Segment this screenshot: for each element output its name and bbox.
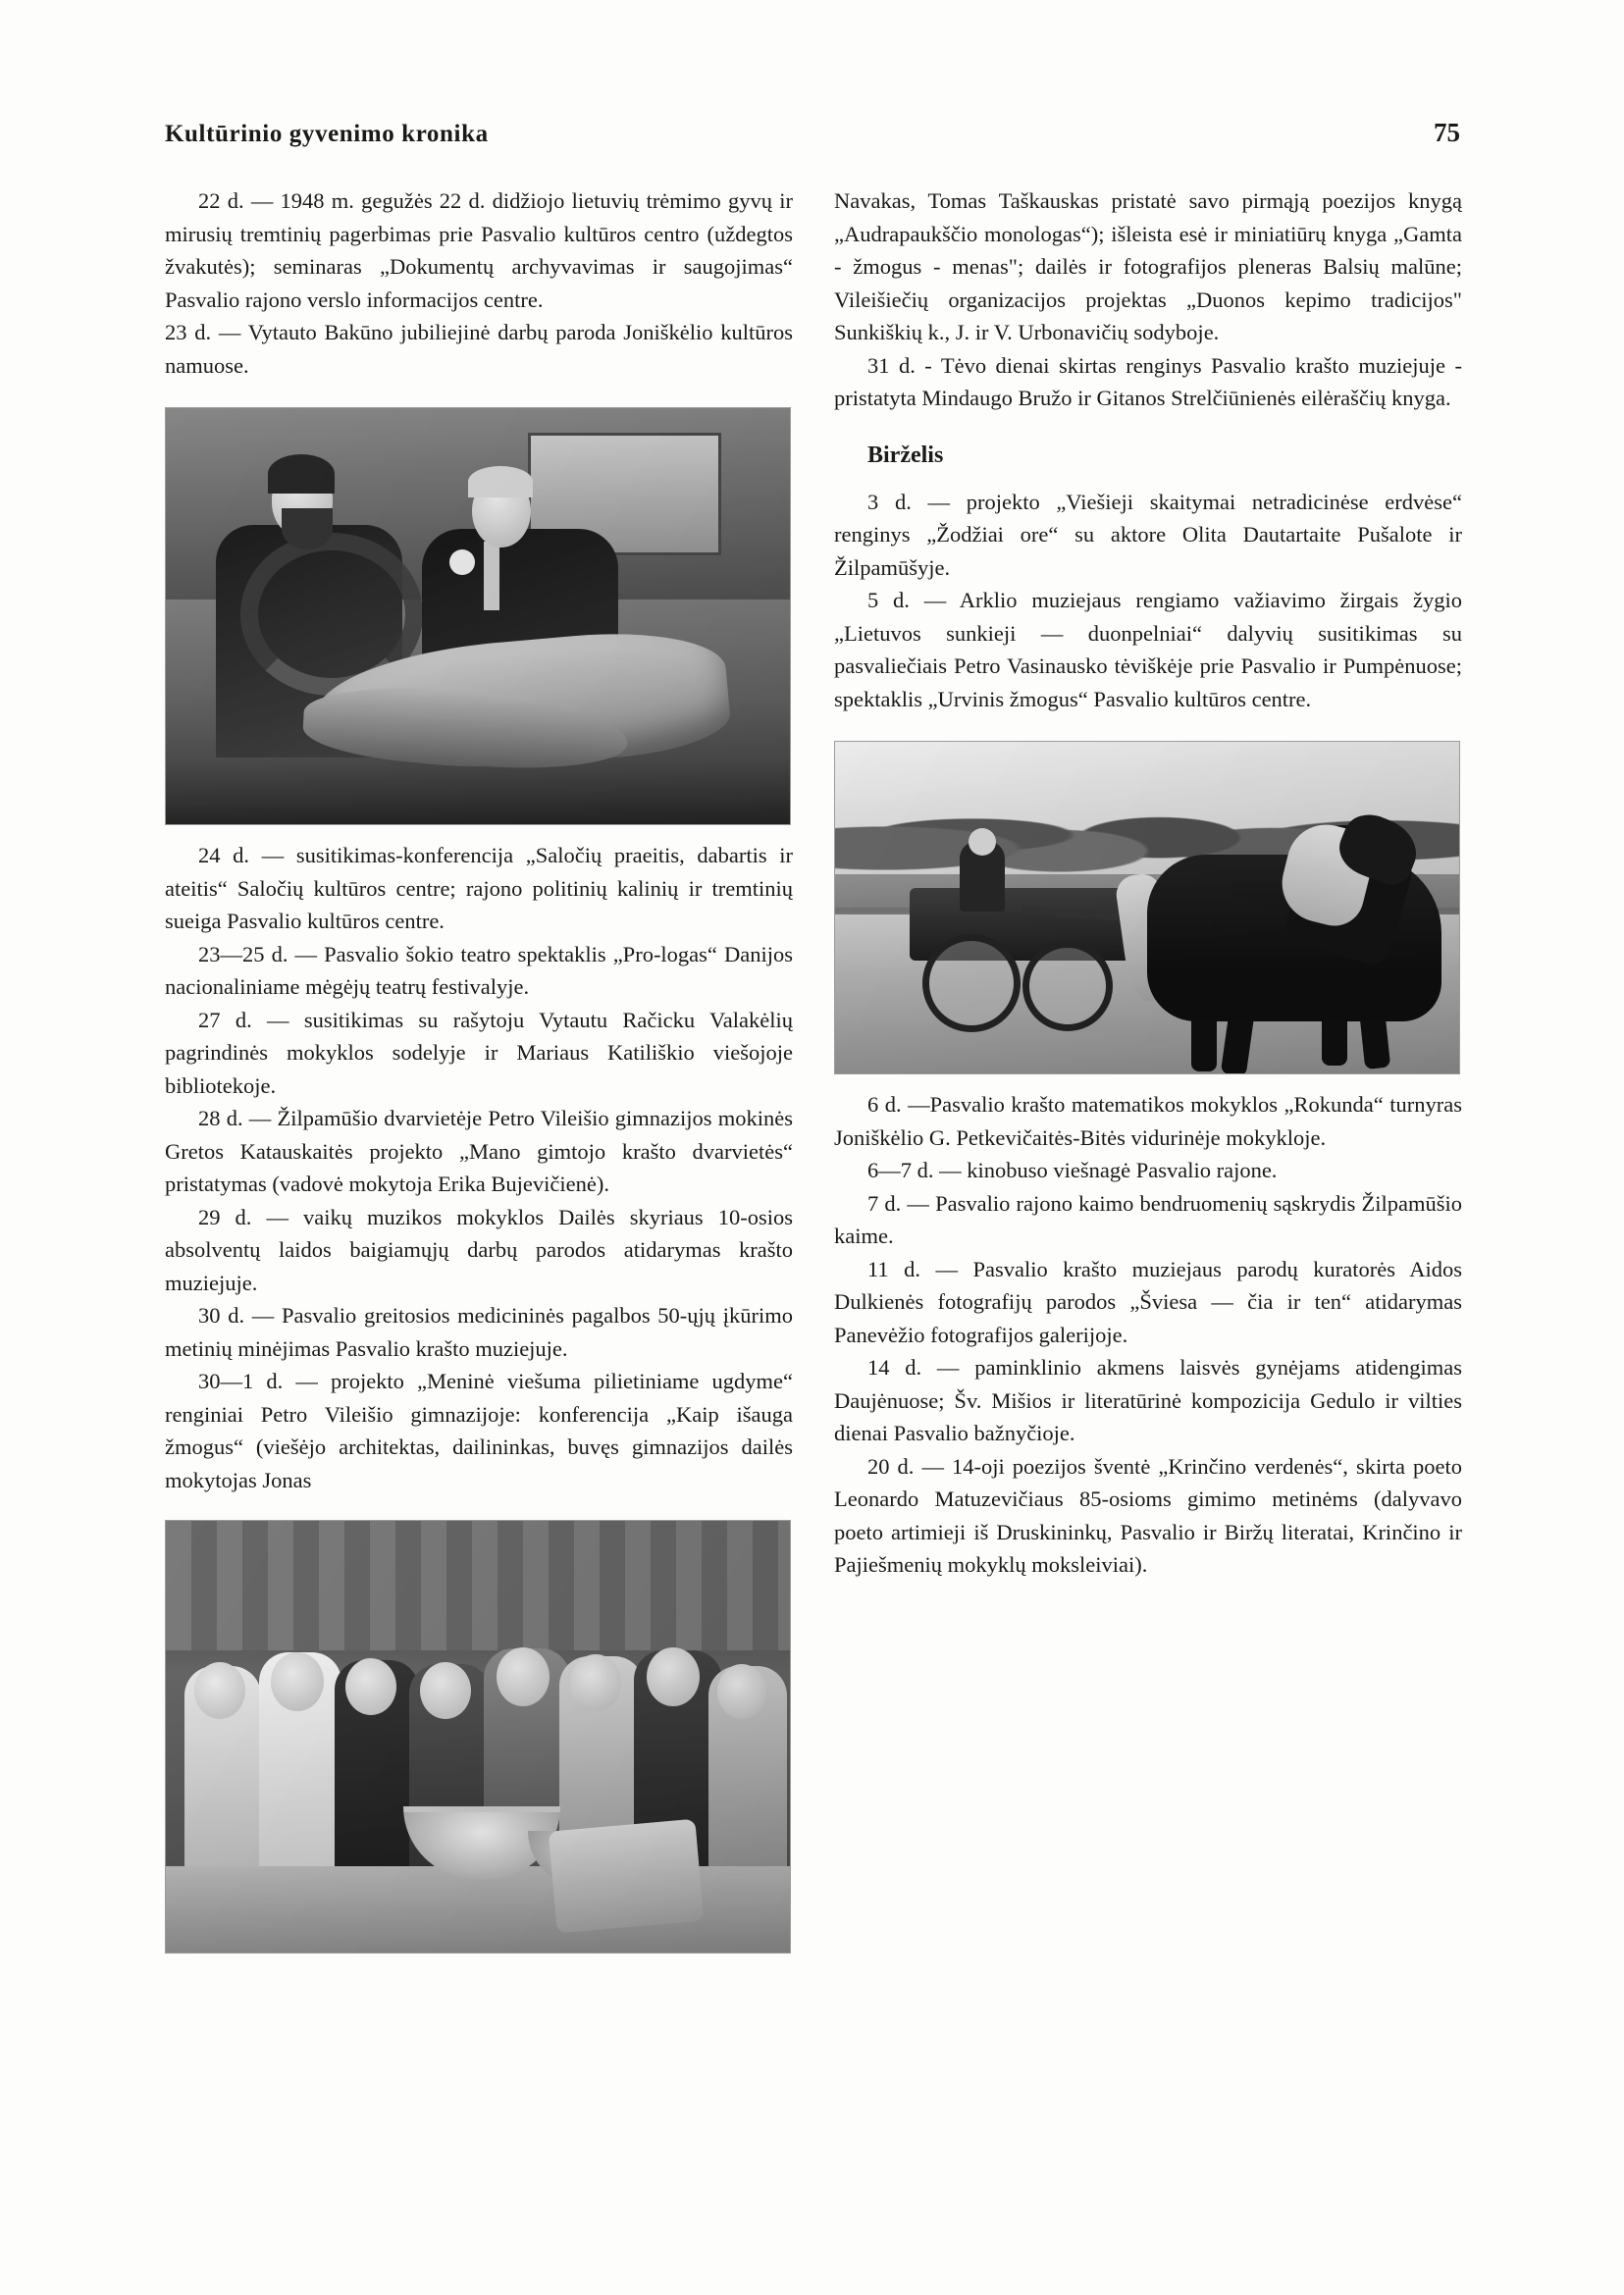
paragraph: 22 d. — 1948 m. gegužės 22 d. didžiojo lietuvių trėmimo gyvų ir mirusių tremtinių pagerbimas prie Pasvalio kultūros centro (uždegtos žvakutės); seminaras „Dokumentų archyvavimas ir saugojimas“ Pasvalio rajono verslo informacijos centre.	[165, 188, 793, 312]
page-header	[165, 118, 1460, 148]
paragraph: 23 d. — Vytauto Bakūno jubiliejinė darbų paroda Joniškėlio kultūros namuose.	[165, 320, 793, 378]
paragraph: 3 d. — projekto „Viešieji skaitymai netradicinėse erdvėse“ renginys „Žodžiai ore“ su aktore Olita Dautartaite Pušalote ir Žilpamūšyje.	[834, 489, 1462, 580]
paragraph: 6 d. —Pasvalio krašto matematikos mokyklos „Rokunda“ turnyras Joniškėlio G. Petkevičaitės-Bitės vidurinėje mokykloje.	[834, 1092, 1462, 1150]
paragraph: 24 d. — susitikimas-konferencija „Saločių praeitis, dabartis ir ateitis“ Saločių kultūros centre; rajono politinių kalinių ir tremtinių sueiga Pasvalio kultūros centre.	[165, 843, 793, 933]
section-heading-birzelis: Birželis	[867, 442, 944, 468]
paragraph: 6—7 d. — kinobuso viešnagė Pasvalio rajone.	[867, 1158, 1278, 1182]
paragraph: Navakas, Tomas Taškauskas pristatė savo pirmąją poezijos knygą „Audrapaukščio monologas“); išleista esė ir miniatiūrų knyga „Gamta - žmogus - menas"; dailės ir fotografijos pleneras Balsių malūne; Vileišiečių organizacijos projektas „Duonos kepimo tradicijos" Sunkiškių k., J. ir V. Urbonavičių sodyboje.	[834, 188, 1462, 344]
photo-heavy-draft-horse-with-cart	[834, 741, 1460, 1074]
page-number: 75	[1434, 118, 1460, 147]
photo-tone-mask	[166, 408, 790, 824]
paragraph: 14 d. — paminklinio akmens laisvės gynėjams atidengimas Daujėnuose; Šv. Mišios ir literatūrinė kompozicija Gedulo ir vilties dienai Pasvalio bažnyčioje.	[834, 1355, 1462, 1445]
paragraph: 30 d. — Pasvalio greitosios medicininės pagalbos 50-ųjų įkūrimo metinių minėjimas Pasvalio krašto muziejuje.	[165, 1303, 793, 1361]
running-head-title: Kultūrinio gyvenimo kronika	[165, 121, 489, 147]
paragraph: 31 d. - Tėvo dienai skirtas renginys Pasvalio krašto muziejuje - pristatyta Mindaugo Bružo ir Gitanos Strelčiūnienės eilėraščių knyga.	[834, 352, 1462, 410]
photo-tone-mask	[166, 1521, 790, 1953]
photo-tone-mask	[835, 742, 1459, 1073]
paragraph: 5 d. — Arklio muziejaus rengiamo važiavimo žirgais žygio „Lietuvos sunkieji — duonpelniai“ dalyvių susitikimas su pasvaliečiais Petro Vasinausko tėviškėje prie Pasvalio ir Pumpėnuose; spektaklis „Urvinis žmogus“ Pasvalio kultūros centre.	[834, 588, 1462, 711]
paragraph: 7 d. — Pasvalio rajono kaimo bendruomenių sąskrydis Žilpamūšio kaime.	[834, 1190, 1462, 1248]
paragraph: 30—1 d. — projekto „Meninė viešuma pilietiniame ugdyme“ renginiai Petro Vileišio gimnazijoje: konferencija „Kaip išauga žmogus“ (viešėjo architektas, dailininkas, buvęs gimnazijos dailės mokytojas Jonas	[165, 1369, 793, 1492]
paragraph: 11 d. — Pasvalio krašto muziejaus parodų kuratorės Aidos Dulkienės fotografijų parodos „Šviesa — čia ir ten“ atidarymas Panevėžio fotografijos galerijoje.	[834, 1256, 1462, 1347]
paragraph: 20 d. — 14-oji poezijos šventė „Krinčino verdenės“, skirta poeto Leonardo Matuzevičiaus 85-osioms gimimo metinėms (dalyvavo poeto artimieji iš Druskininkų, Pasvalio ir Biržų literatai, Krinčino ir Pajiešmenių mokyklų moksleiviai).	[834, 1453, 1462, 1577]
paragraph: 29 d. — vaikų muzikos mokyklos Dailės skyriaus 10-osios absolventų laidos baigiamųjų darbų parodos atidarymas krašto muziejuje.	[165, 1204, 793, 1295]
left-column	[165, 184, 793, 1967]
paragraph: 28 d. — Žilpamūšio dvarvietėje Petro Vileišio gimnazijos mokinės Gretos Katauskaitės projekto „Mano gimtojo krašto dvarvietės“ pristatymas (vadovė mokytoja Erika Bujevičienė).	[165, 1106, 793, 1196]
two-column-body	[165, 184, 1462, 2157]
right-column	[834, 184, 1462, 1582]
photo-two-men-wooden-sculpture	[165, 407, 791, 825]
photo-bread-baking-group	[165, 1520, 791, 1954]
paragraph: 23—25 d. — Pasvalio šokio teatro spektaklis „Pro-logas“ Danijos nacionaliniame mėgėjų teatrų festivalyje.	[165, 941, 793, 999]
paragraph: 27 d. — susitikimas su rašytoju Vytautu Račicku Valakėlių pagrindinės mokyklos sodelyje ir Mariaus Katiliškio viešojoje bibliotekoje.	[165, 1007, 793, 1098]
